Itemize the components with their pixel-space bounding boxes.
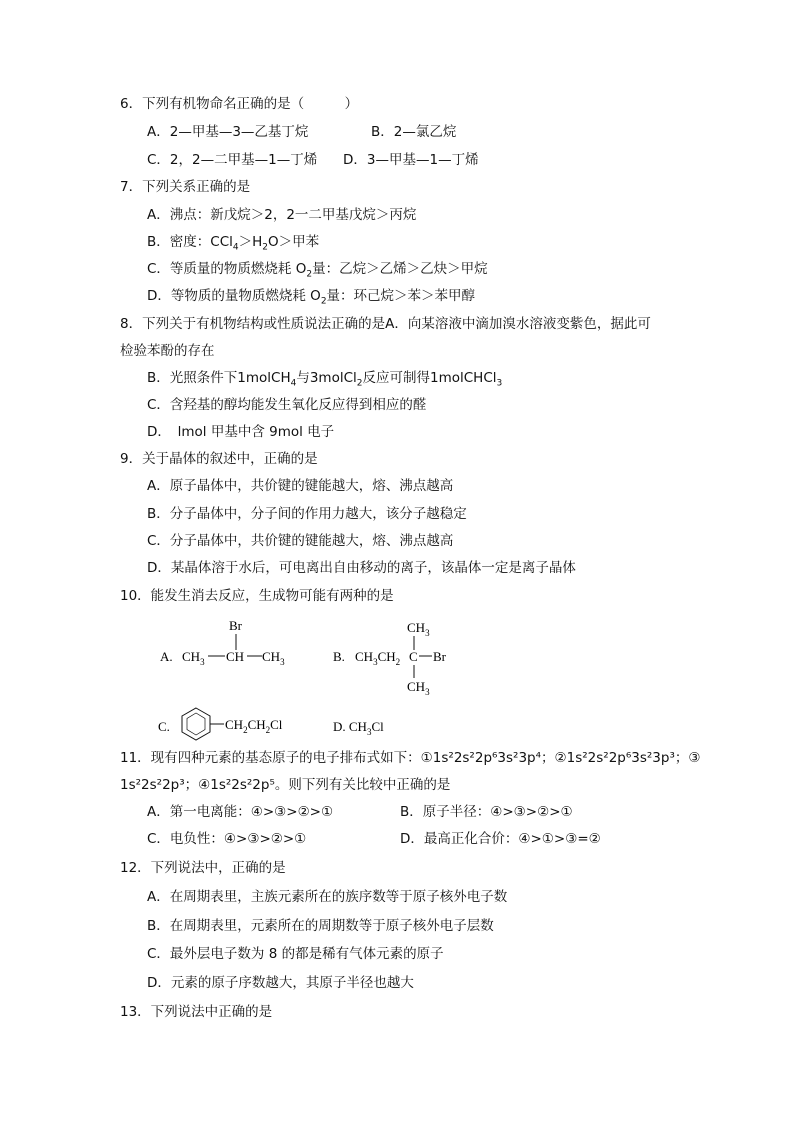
q6-option-d: D．3—甲基—1—丁烯 — [343, 152, 479, 168]
q10-structure-b — [325, 615, 475, 695]
q9-option-c: C．分子晶体中，共价键的键能越大，熔、沸点越高 — [147, 533, 454, 549]
q10-d-formula: D. $CH_3Cl$ — [333, 719, 384, 737]
q10-structure-a — [150, 615, 300, 675]
q10-a-center-group: CH — [226, 649, 245, 664]
q10-a-bromine: Br — [229, 618, 242, 633]
q7-option-b: B．密度：$CCl_4>H_2O>$甲苯 — [147, 234, 320, 253]
q12-option-d: D．元素的原子序数越大，其原子半径也越大 — [147, 975, 414, 991]
q8-option-d: D． lmol 甲基中含 9mol 电子 — [147, 424, 335, 440]
q10-b-top-methyl: $CH_3$ — [407, 620, 430, 638]
q10-b-chain: $CH_3CH_2$ — [355, 649, 401, 667]
q8-stem-continued: 检验苯酚的存在 — [120, 343, 215, 359]
q10-b-label: B. — [333, 649, 345, 664]
q12-option-a: A．在周期表里，主族元素所在的族序数等于原子核外电子数 — [147, 889, 508, 905]
q7-option-d: D．等物质的量物质燃烧耗 $O_2$量：环己烷＞苯＞苯甲醇 — [147, 288, 476, 307]
q10-structure-c — [150, 702, 320, 748]
q10-c-chain: $CH_2CH_2Cl$ — [225, 717, 283, 735]
q11-option-a: A．第一电离能：④>③>②>① — [147, 804, 334, 820]
q11-option-c: C．电负性：④>③>②>① — [147, 831, 307, 847]
q8-stem: 8．下列关于有机物结构或性质说法正确的是A．向某溶液中滴加溴水溶液变紫色，据此可 — [120, 316, 651, 332]
q6-option-b: B．2—氯乙烷 — [371, 124, 457, 140]
q10-structure-d — [325, 702, 445, 748]
q10-a-label: A. — [160, 649, 173, 664]
q10-a-left-group: $CH_3$ — [182, 649, 205, 667]
q8-option-c: C．含羟基的醇均能发生氧化反应得到相应的醛 — [147, 397, 427, 413]
q12-option-c: C．最外层电子数为 8 的都是稀有气体元素的原子 — [147, 946, 444, 962]
q10-a-right-group: $CH_3$ — [262, 649, 285, 667]
benzene-inner-ring-icon — [187, 713, 205, 735]
q11-stem-continued: 1s²2s²2p³；④1s²2s²2p⁵。则下列有关比较中正确的是 — [120, 777, 451, 793]
q11-option-b: B．原子半径：④>③>②>① — [400, 804, 573, 820]
q6-stem: 6．下列有机物命名正确的是（ ） — [120, 96, 359, 112]
q9-option-d: D．某晶体溶于水后，可电离出自由移动的离子，该晶体一定是离子晶体 — [147, 560, 576, 576]
q11-stem: 11．现有四种元素的基态原子的电子排布式如下：①1s²2s²2p⁶3s²3p⁴；②1s²2s²2p⁶3s²3p³；③ — [120, 750, 701, 766]
q9-stem: 9．关于晶体的叙述中，正确的是 — [120, 451, 318, 467]
q10-b-bromine: Br — [433, 649, 446, 664]
q8-option-b: B．光照条件下1molCH$_4$与3molCl$_2$反应可制得1molCHCl$_3$ — [147, 370, 503, 389]
q9-option-b: B．分子晶体中，分子间的作用力越大，该分子越稳定 — [147, 506, 467, 522]
q7-option-c: C．等质量的物质燃烧耗 $O_2$量：乙烷＞乙烯＞乙炔＞甲烷 — [147, 261, 488, 280]
q13-stem: 13．下列说法中正确的是 — [120, 1004, 273, 1020]
q7-option-a: A．沸点：新戊烷＞2，2一二甲基戊烷＞丙烷 — [147, 207, 417, 223]
q11-option-d: D．最高正化合价：④>①>③=② — [400, 831, 601, 847]
q10-stem: 10．能发生消去反应，生成物可能有两种的是 — [120, 588, 394, 604]
q10-b-central-carbon: C — [409, 649, 418, 664]
q6-option-a: A．2—甲基—3—乙基丁烷 — [147, 124, 309, 140]
q12-stem: 12．下列说法中，正确的是 — [120, 860, 286, 876]
q9-option-a: A．原子晶体中，共价键的键能越大，熔、沸点越高 — [147, 478, 454, 494]
q10-c-label: C. — [158, 719, 170, 734]
q6-option-c: C．2，2—二甲基—1—丁烯 — [147, 152, 318, 168]
q10-b-bottom-methyl: $CH_3$ — [407, 679, 430, 695]
q7-stem: 7．下列关系正确的是 — [120, 179, 251, 195]
q12-option-b: B．在周期表里，元素所在的周期数等于原子核外电子层数 — [147, 918, 494, 934]
